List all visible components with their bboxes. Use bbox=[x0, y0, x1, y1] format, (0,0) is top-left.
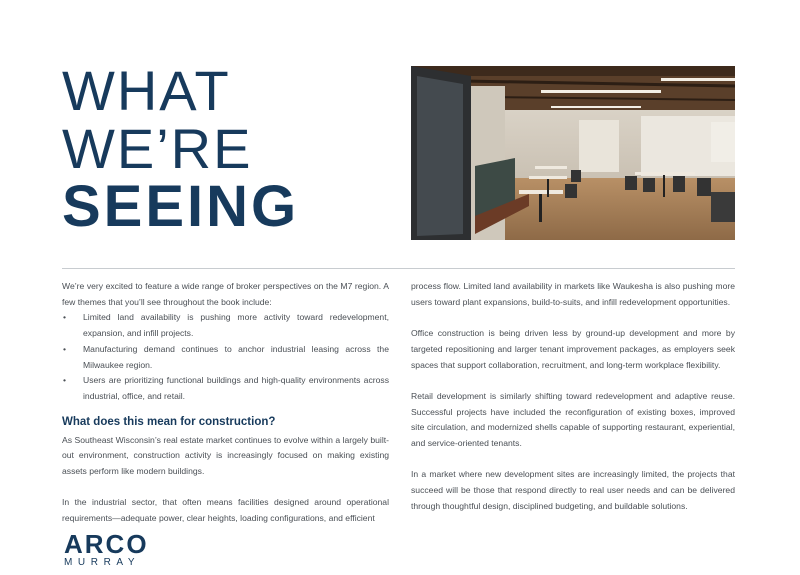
page-title bbox=[62, 59, 300, 239]
industrial-paragraph: In the industrial sector, that often means facilities designed around operational requirements—adequate power, clear heights, loading configurations, and efficient bbox=[62, 497, 389, 524]
title-line-3: SEEING bbox=[62, 174, 300, 239]
industrial-continued-paragraph: process flow. Limited land availability in markets like Waukesha is also pushing more users toward plant expansions, build-to-suits, and infill redevelopment opportunities. bbox=[411, 281, 735, 307]
list-item: • Manufacturing demand continues to anchor industrial leasing across the Milwaukee region. bbox=[63, 343, 389, 370]
office-paragraph: Office construction is being driven less by ground-up development and more by targeted repositioning and larger tenant improvement packages, as employers seek spaces that support collaboration, recruitment, and long-term workplace flexibility. bbox=[411, 328, 735, 370]
logo-subtext: MURRAY bbox=[64, 557, 141, 568]
right-text-column bbox=[411, 279, 735, 515]
title-line-2: WE’RE bbox=[62, 117, 253, 180]
section-divider bbox=[62, 268, 735, 269]
arco-murray-logo bbox=[64, 531, 149, 568]
list-item: • Users are prioritizing functional buildings and high-quality environments across industrial, office, and retail. bbox=[63, 375, 389, 401]
title-line-1: WHAT bbox=[62, 59, 231, 122]
themes-list bbox=[62, 310, 389, 404]
bullet-text: Limited land availability is pushing more activity toward redevelopment, expansion, and infill projects. bbox=[83, 312, 389, 339]
bullet-text: Manufacturing demand continues to anchor industrial leasing across the Milwaukee region. bbox=[83, 343, 389, 370]
construction-paragraph: As Southeast Wisconsin’s real estate market continues to evolve within a largely built-out environment, construction activity is increasingly focused on making existing assets perform like modern buildings. bbox=[62, 434, 389, 477]
section-subheading: What does this mean for construction? bbox=[62, 415, 276, 428]
list-item: • Limited land availability is pushing more activity toward redevelopment, expansion, and infill projects. bbox=[63, 312, 389, 339]
conclusion-paragraph: In a market where new development sites are increasingly limited, the projects that succeed will be those that respond directly to real user needs and can be delivered through thoughtful design, disciplined budgeting, and buildable solutions. bbox=[411, 469, 735, 511]
office-interior-photo bbox=[411, 66, 735, 240]
left-text-column bbox=[62, 279, 389, 527]
intro-paragraph: We’re very excited to feature a wide range of broker perspectives on the M7 region. A few themes that you’ll see throughout the book include: bbox=[62, 281, 389, 307]
bullet-text: Users are prioritizing functional buildings and high-quality environments across industrial, office, and retail. bbox=[83, 375, 389, 401]
logo-wordmark: ARCO bbox=[64, 529, 149, 559]
retail-paragraph: Retail development is similarly shifting toward redevelopment and adaptive reuse. Successful projects have included the reconfiguration of existing boxes, improved site circulation, and modernized shells capable of supporting restaurant, experiential, and service-oriented tenants. bbox=[411, 390, 735, 448]
